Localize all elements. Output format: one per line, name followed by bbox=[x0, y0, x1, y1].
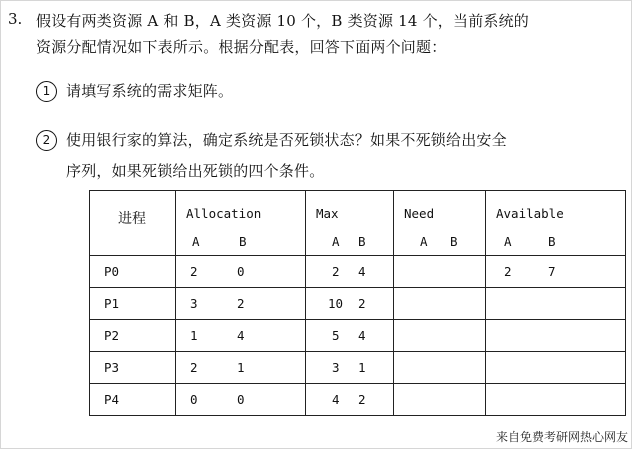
table-row bbox=[90, 352, 626, 384]
header-max-a: A bbox=[332, 234, 340, 249]
question-line-1: 假设有两类资源 A 和 B，A 类资源 10 个，B 类资源 14 个，当前系统的 bbox=[36, 12, 529, 30]
allocation-a: 3 bbox=[190, 296, 198, 311]
table-row bbox=[90, 256, 626, 288]
process-id: P3 bbox=[90, 352, 176, 384]
max-a: 3 bbox=[332, 360, 340, 375]
header-available bbox=[486, 191, 626, 256]
allocation-a: 1 bbox=[190, 328, 198, 343]
header-allocation-a: A bbox=[192, 234, 200, 249]
table-row bbox=[90, 288, 626, 320]
max-a: 4 bbox=[332, 392, 340, 407]
table-row bbox=[90, 384, 626, 416]
process-id: P2 bbox=[90, 320, 176, 352]
allocation-b: 1 bbox=[237, 360, 245, 375]
max-a: 10 bbox=[328, 296, 344, 311]
item-2-text-continued: 序列，如果死锁给出死锁的四个条件。 bbox=[66, 162, 325, 180]
allocation-b: 0 bbox=[237, 392, 245, 407]
header-need-b: B bbox=[450, 234, 458, 249]
resource-allocation-table bbox=[89, 190, 626, 416]
allocation-a: 2 bbox=[190, 360, 198, 375]
header-available-b: B bbox=[548, 234, 556, 249]
header-available-a: A bbox=[504, 234, 512, 249]
header-process bbox=[90, 191, 176, 256]
header-allocation-b: B bbox=[239, 234, 247, 249]
allocation-a: 2 bbox=[190, 264, 198, 279]
header-max-label: Max bbox=[316, 206, 339, 221]
process-id: P1 bbox=[90, 288, 176, 320]
header-available-label: Available bbox=[496, 206, 564, 221]
allocation-b: 4 bbox=[237, 328, 245, 343]
question-number: 3. bbox=[8, 10, 23, 28]
header-process-label: 进程 bbox=[118, 211, 146, 227]
header-allocation-label: Allocation bbox=[186, 206, 262, 221]
header-allocation bbox=[176, 191, 306, 256]
max-b: 2 bbox=[358, 296, 366, 311]
available-a: 2 bbox=[504, 264, 512, 279]
header-need bbox=[394, 191, 486, 256]
watermark: 来自免费考研网热心网友 bbox=[495, 430, 628, 444]
header-max bbox=[306, 191, 394, 256]
item-1-text: 请填写系统的需求矩阵。 bbox=[66, 82, 234, 100]
available-b: 7 bbox=[548, 264, 556, 279]
max-b: 4 bbox=[358, 328, 366, 343]
process-id: P4 bbox=[90, 384, 176, 416]
question-line-2: 资源分配情况如下表所示。根据分配表，回答下面两个问题： bbox=[36, 38, 447, 56]
allocation-a: 0 bbox=[190, 392, 198, 407]
item-2-text: 使用银行家的算法，确定系统是否死锁状态？如果不死锁给出安全 bbox=[66, 131, 507, 149]
header-need-label: Need bbox=[404, 206, 435, 221]
max-a: 5 bbox=[332, 328, 340, 343]
allocation-b: 2 bbox=[237, 296, 245, 311]
process-id: P0 bbox=[90, 256, 176, 288]
max-b: 1 bbox=[358, 360, 366, 375]
header-need-a: A bbox=[420, 234, 428, 249]
item-2-marker: 2 bbox=[36, 130, 57, 151]
max-b: 4 bbox=[358, 264, 366, 279]
item-1-marker: 1 bbox=[36, 81, 57, 102]
max-b: 2 bbox=[358, 392, 366, 407]
table-header-row bbox=[90, 191, 626, 256]
allocation-b: 0 bbox=[237, 264, 245, 279]
table-row bbox=[90, 320, 626, 352]
header-max-b: B bbox=[358, 234, 366, 249]
max-a: 2 bbox=[332, 264, 340, 279]
